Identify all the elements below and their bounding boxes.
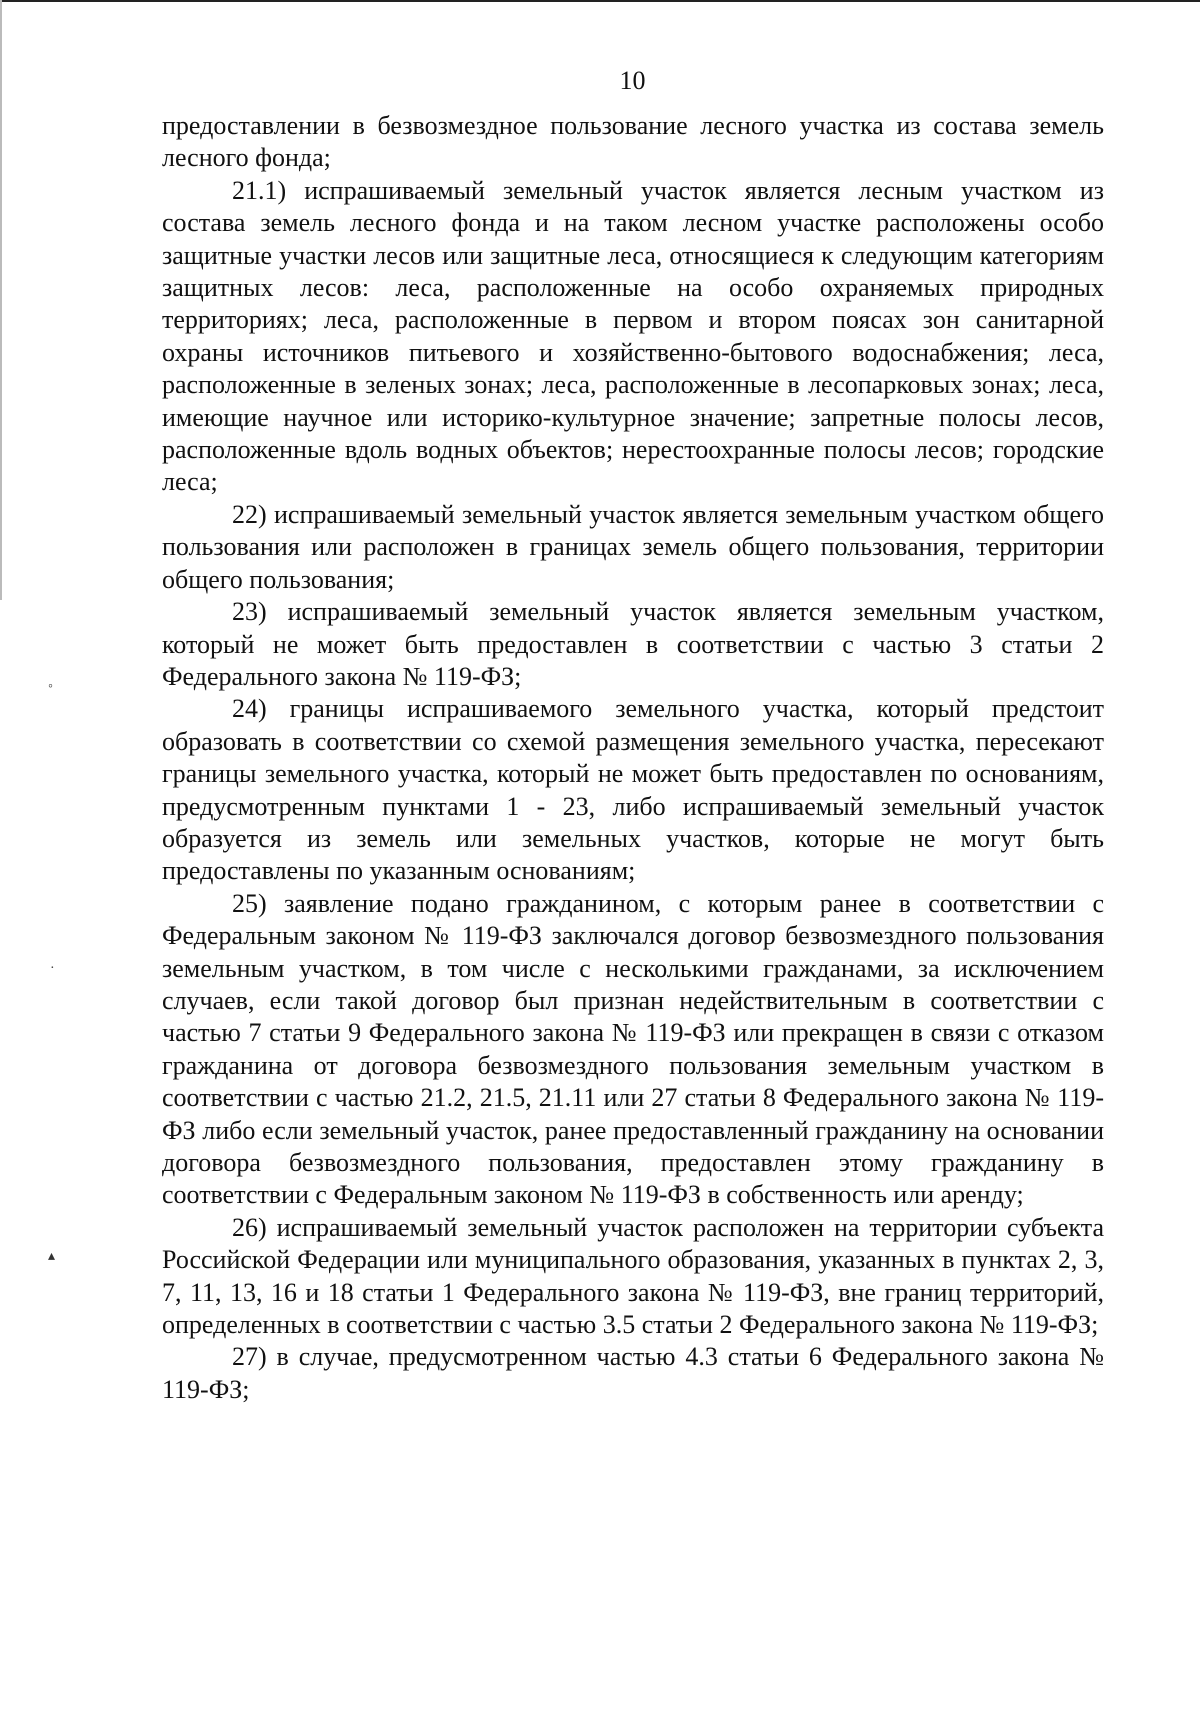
scan-top-border bbox=[0, 0, 1200, 2]
paragraph-item-25: 25) заявление подано гражданином, с которым ранее в соответствии с Федеральным законом № 119-ФЗ заключался договор безвозмездного пользования земельным участком, в том числе с несколькими гражданами, за исключением случаев, если такой договор был признан недействительным в соответствии с частью 7 статьи 9 Федерального закона № 119-ФЗ или прекращен в связи с отказом гражданина от договора безвозмездного пользования земельным участком в соответствии с частью 21.2, 21.5, 21.11 или 27 статьи 8 Федерального закона № 119-ФЗ либо если земельный участок, ранее предоставленный гражданину на основании договора безвозмездного пользования, предоставлен этому гражданину в соответствии с Федеральным законом № 119-ФЗ в собственность или аренду; bbox=[162, 888, 1104, 1210]
paragraph-item-22: 22) испрашиваемый земельный участок является земельным участком общего пользования или расположен в границах земель общего пользования, территории общего пользования; bbox=[162, 499, 1104, 594]
document-body bbox=[162, 110, 1104, 1406]
paragraph-item-23: 23) испрашиваемый земельный участок является земельным участком, который не может быть предоставлен в соответствии с частью 3 статьи 2 Федерального закона № 119-ФЗ; bbox=[162, 597, 1104, 691]
paragraph-continuation: предоставлении в безвозмездное пользование лесного участка из состава земель лесного фонда; bbox=[162, 111, 1104, 173]
paragraph-item-26: 26) испрашиваемый земельный участок расположен на территории субъекта Российской Федерации или муниципального образования, указанных в пунктах 2, 3, 7, 11, 13, 16 и 18 статьи 1 Федерального закона № 119-ФЗ, вне границ территорий, определенных в соответствии с частью 3.5 статьи 2 Федерального закона № 119-ФЗ; bbox=[162, 1212, 1104, 1340]
scan-speck-mark: · bbox=[50, 961, 55, 976]
paragraph-item-21-1: 21.1) испрашиваемый земельный участок является лесным участком из состава земель лесного фонда и на таком лесном участке расположены особо защитные участки лесов или защитные леса, относящиеся к следующим категориям защитных лесов: леса, расположенные на особо охраняемых природных территориях; леса, расположенные в первом и втором поясах зон санитарной охраны источников питьевого и хозяйственно-бытового водоснабжения; леса, расположенные в зеленых зонах; леса, расположенные в лесопарковых зонах; леса, имеющие научное или историко-культурное значение; запретные полосы лесов, расположенные вдоль водных объектов; нерестоохранные полосы лесов; городские леса; bbox=[162, 175, 1104, 497]
scan-speck-mark: ▴ bbox=[48, 1249, 56, 1264]
paragraph-item-27: 27) в случае, предусмотренном частью 4.3 статьи 6 Федерального закона № 119-ФЗ; bbox=[162, 1342, 1104, 1404]
page-number: 10 bbox=[619, 66, 646, 95]
scan-speck-mark: ◦ bbox=[48, 679, 53, 694]
paragraph-item-24: 24) границы испрашиваемого земельного участка, который предстоит образовать в соответствии со схемой размещения земельного участка, пересекают границы земельного участка, который не может быть предоставлен по основаниям, предусмотренным пунктами 1 - 23, либо испрашиваемый земельный участок образуется из земель или земельных участков, которые не могут быть предоставлены по указанным основаниям; bbox=[162, 694, 1104, 886]
